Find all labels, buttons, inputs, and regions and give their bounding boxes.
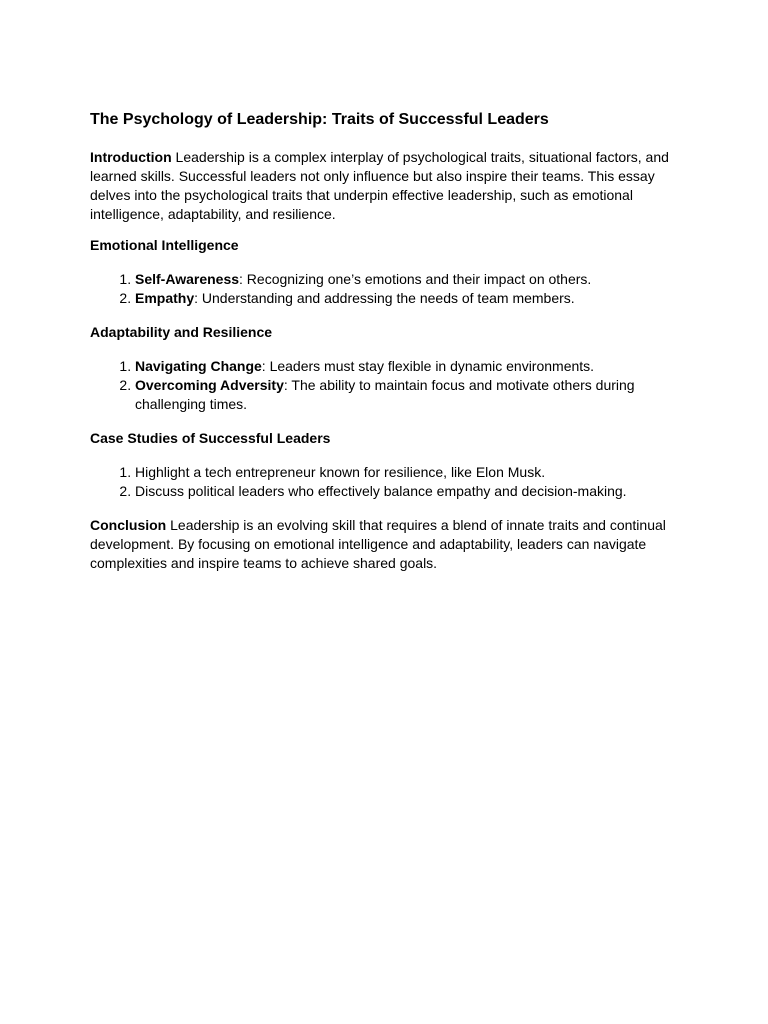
list-item-text: : Leaders must stay flexible in dynamic environments. [261,358,595,374]
list-item-text: : The ability to maintain focus and motivate others during challenging times. [135,377,635,412]
list-item [135,376,680,414]
list-item [135,463,680,482]
list-item-term: Empathy [135,290,195,306]
list-item-text: : Recognizing one’s emotions and their impact on others. [239,271,592,287]
introduction-label: Introduction [90,149,172,165]
conclusion-paragraph [90,516,680,573]
list-item [135,289,680,308]
list-item-text: : Understanding and addressing the needs of team members. [194,290,575,306]
list-item-term: Self-Awareness [135,271,240,287]
emotional-intelligence-list [90,270,680,308]
list-item [135,270,680,289]
introduction-text: Leadership is a complex interplay of psychological traits, situational factors, and learned skills. Successful leaders not only influence but also inspire their teams. This essay delves into the psychological traits that underpin effective leadership, such as emotional intelligence, adaptability, and resilience. [90,149,669,222]
section-heading-case-studies: Case Studies of Successful Leaders [90,430,331,446]
conclusion-label: Conclusion [90,517,167,533]
list-item [135,357,680,376]
list-item-term: Overcoming Adversity [135,377,284,393]
case-studies-list [90,463,680,501]
document-title: The Psychology of Leadership: Traits of Successful Leaders [90,111,549,128]
introduction-paragraph [90,148,680,224]
conclusion-text: Leadership is an evolving skill that requires a blend of innate traits and continual development. By focusing on emotional intelligence and adaptability, leaders can navigate complexities and inspire teams to achieve shared goals. [90,517,666,571]
list-item-term: Navigating Change [135,358,262,374]
section-heading-emotional-intelligence: Emotional Intelligence [90,237,239,253]
section-heading-adaptability-resilience: Adaptability and Resilience [90,324,273,340]
adaptability-resilience-list [90,357,680,414]
list-item-text: Discuss political leaders who effectively balance empathy and decision-making. [135,483,627,499]
list-item-text: Highlight a tech entrepreneur known for resilience, like Elon Musk. [135,464,546,480]
document-page [90,108,680,585]
list-item [135,482,680,501]
